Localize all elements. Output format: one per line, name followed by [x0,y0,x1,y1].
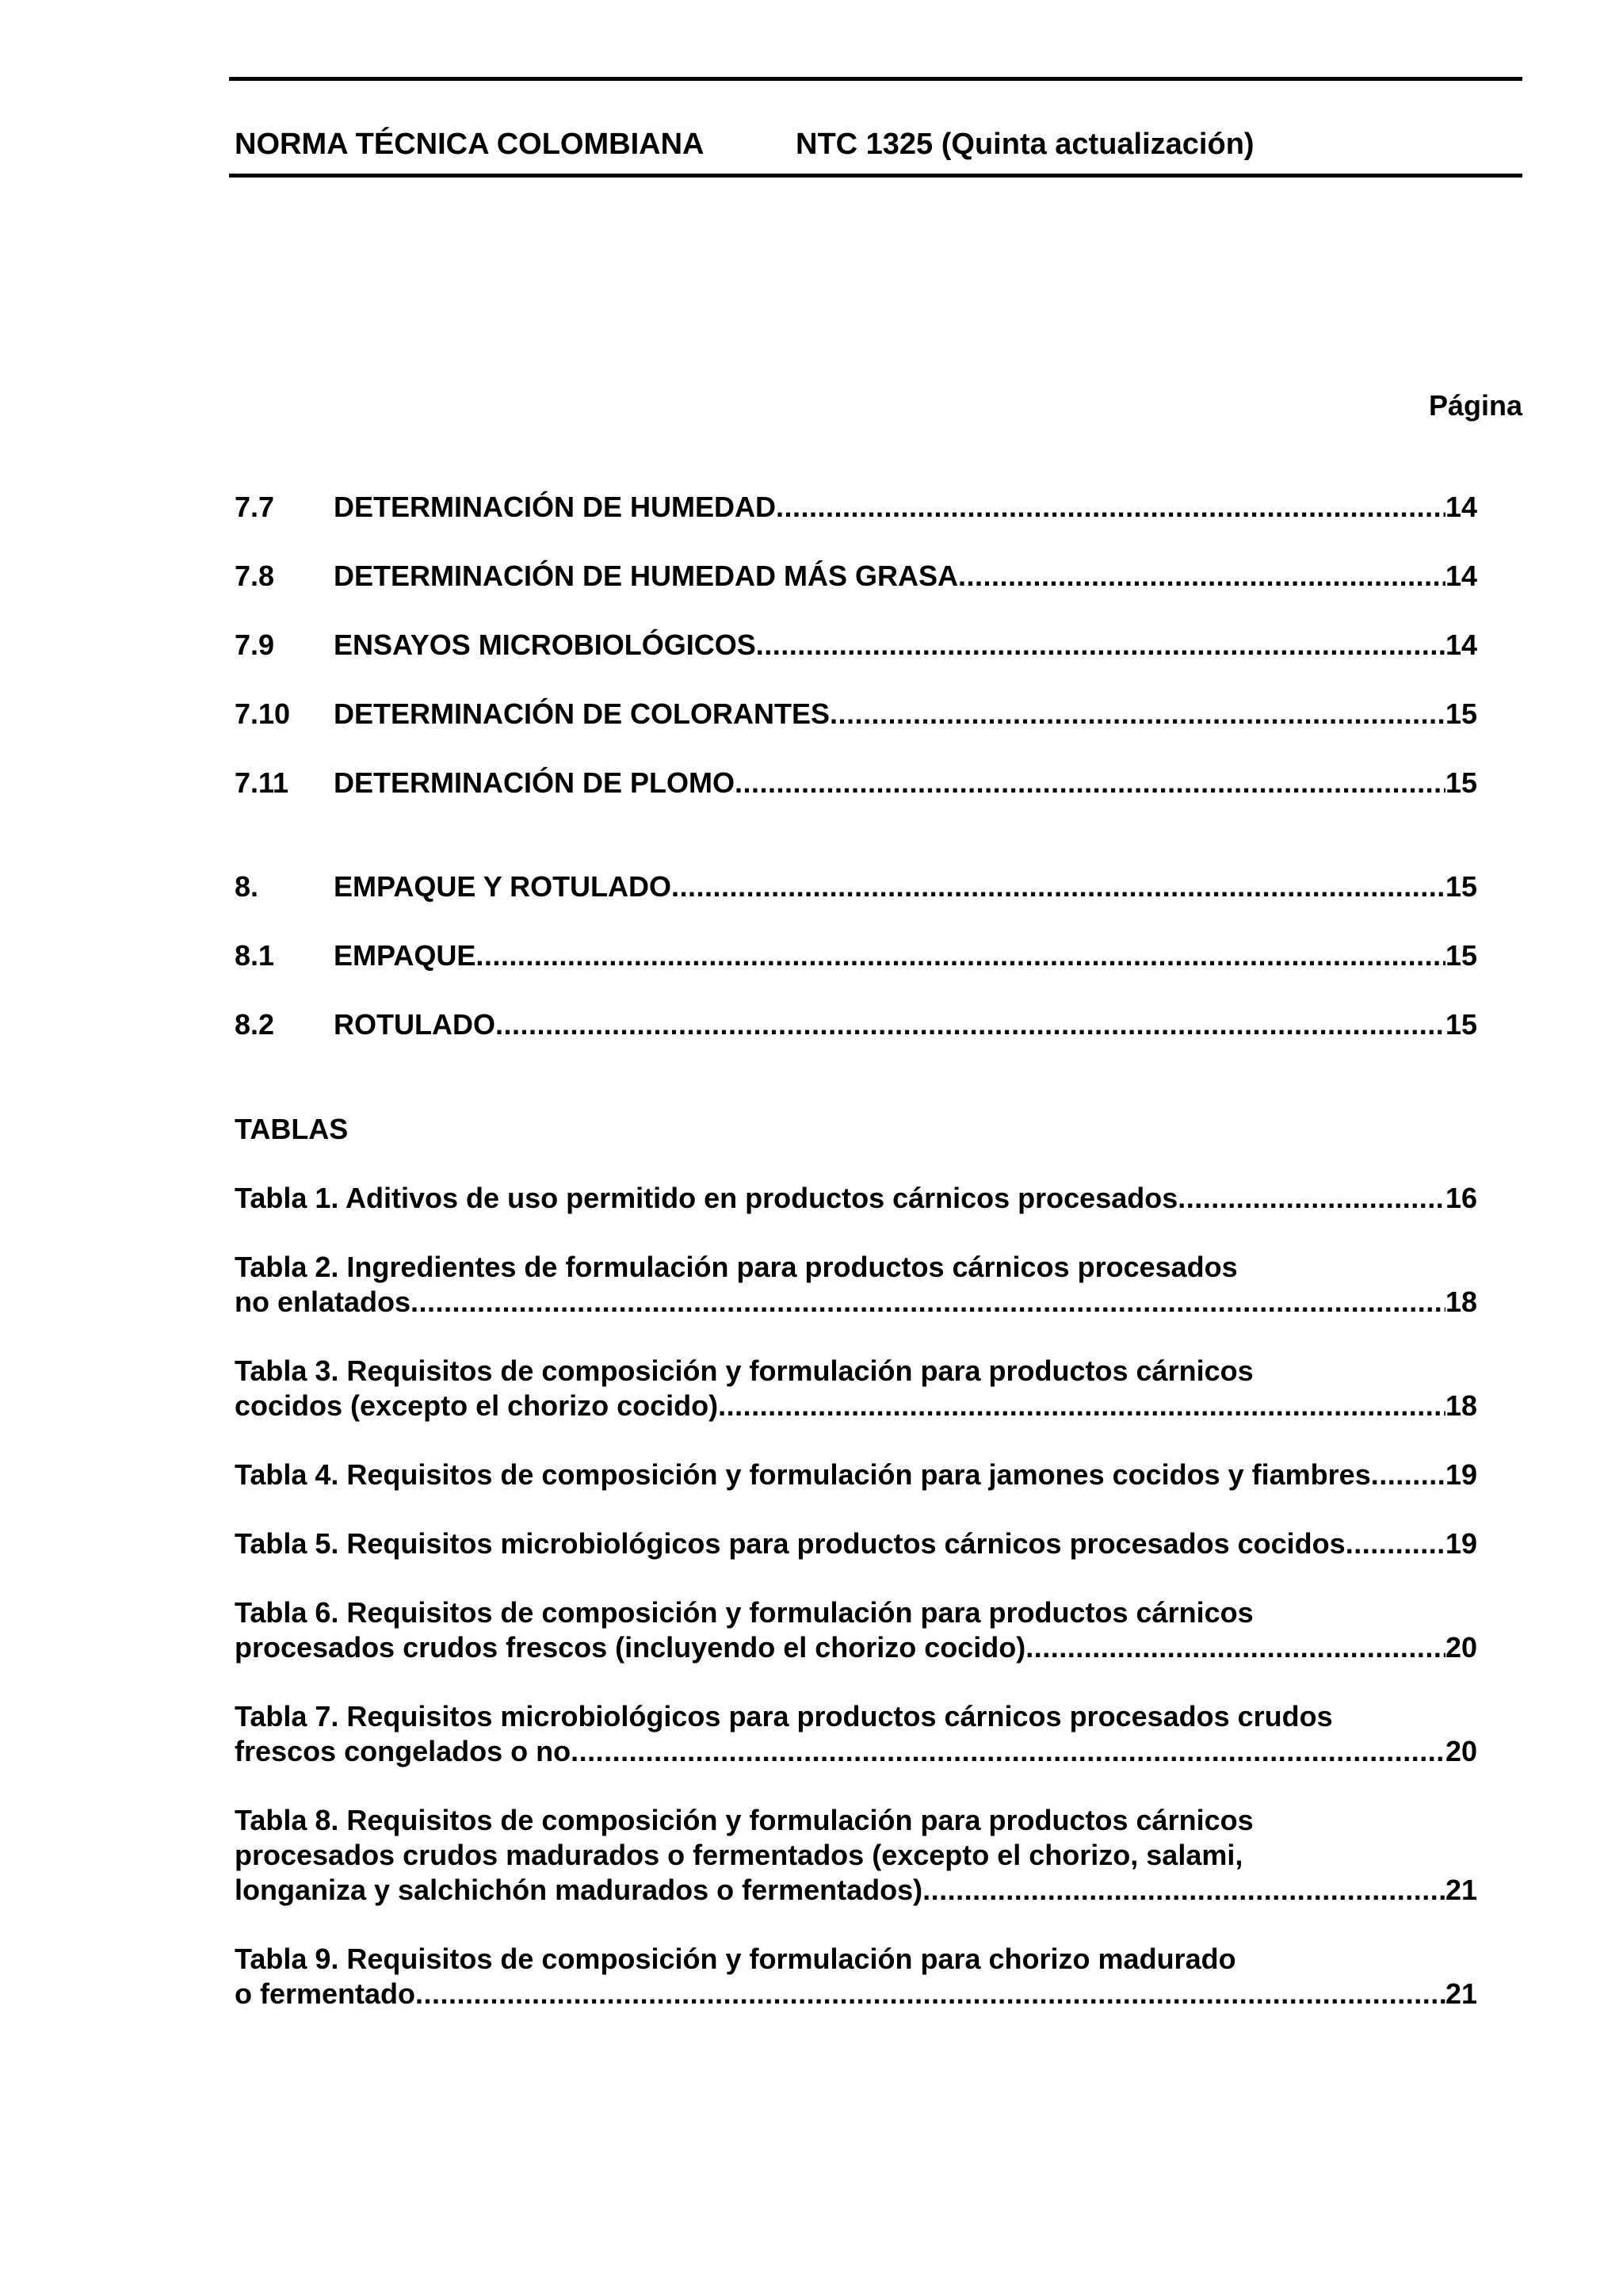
toc-table-title-cont: frescos congelados o no [235,1735,571,1767]
dot-leader [495,1007,1445,1042]
toc-entry-7-10[interactable] [235,697,1477,732]
header-standard: NTC 1325 (Quinta actualización) [796,128,1254,161]
toc-entry-8[interactable] [235,869,1477,904]
toc-table-9[interactable] [235,1942,1477,2011]
header-organization: NORMA TÉCNICA COLOMBIANA [235,128,705,161]
toc-table-title: Tabla 9. Requisitos de composición y formulación para chorizo madurado [235,1943,1236,1975]
toc-table-page: 16 [1445,1182,1477,1214]
toc-table-last-line [235,1526,1477,1561]
toc-entry-page: 15 [1445,766,1477,799]
toc-entry-number: 7.9 [235,628,275,661]
toc-table-last-line [235,1630,1477,1665]
toc-table-last-line [235,1389,1477,1423]
dot-leader [671,869,1445,904]
toc-table-8[interactable] [235,1803,1477,1908]
toc-table-3[interactable] [235,1354,1477,1423]
toc-table-5[interactable] [235,1526,1477,1561]
toc-entry-number: 8.2 [235,1008,275,1041]
toc-table-title: Tabla 5. Requisitos microbiológicos para productos cárnicos procesados cocidos [235,1527,1346,1560]
toc-entry-number: 8. [235,870,259,903]
toc-table-page: 21 [1445,1977,1477,2010]
page-column-label: Página [1428,389,1522,422]
toc-table-title: Tabla 8. Requisitos de composición y formulación para productos cárnicos [235,1804,1254,1836]
toc-entry-title: EMPAQUE [334,939,476,972]
dot-leader [1371,1457,1445,1492]
toc-table-6[interactable] [235,1595,1477,1665]
toc-table-page: 19 [1445,1527,1477,1560]
toc-table-1[interactable] [235,1181,1477,1216]
dot-leader [756,628,1445,663]
header-top-rule [229,77,1522,81]
toc-entry-page: 15 [1445,1008,1477,1041]
toc-table-last-line [235,1457,1477,1492]
toc-table-title: Tabla 3. Requisitos de composición y formulación para productos cárnicos [235,1354,1254,1387]
toc-table-page: 21 [1445,1874,1477,1906]
toc-table-page: 20 [1445,1735,1477,1767]
toc-table-last-line [235,1285,1477,1320]
tables-heading: TABLAS [235,1113,349,1145]
toc-entry-title: DETERMINACIÓN DE PLOMO [334,766,735,799]
toc-table-last-line [235,1181,1477,1216]
toc-entry-number: 7.7 [235,491,275,523]
toc-table-title-cont: procesados crudos madurados o fermentados (excepto el chorizo, salami, [235,1839,1243,1871]
toc-entry-page: 15 [1445,939,1477,972]
toc-table-title: Tabla 7. Requisitos microbiológicos para productos cárnicos procesados crudos [235,1700,1333,1733]
toc-table-last-line [235,1873,1477,1908]
toc-table-page: 18 [1445,1286,1477,1318]
header-bottom-rule [229,174,1522,178]
toc-table-last-line [235,1977,1477,2011]
toc-entry-page: 15 [1445,870,1477,903]
toc-table-title-cont: cocidos (excepto el chorizo cocido) [235,1389,719,1422]
dot-leader [718,1389,1445,1423]
toc-entry-title: EMPAQUE Y ROTULADO [334,870,672,903]
toc-table-page: 18 [1445,1389,1477,1422]
toc-table-7[interactable] [235,1699,1477,1769]
toc-entry-title: ROTULADO [334,1008,495,1041]
toc-entry-number: 8.1 [235,939,275,972]
toc-table-page: 20 [1445,1631,1477,1664]
dot-leader [411,1285,1445,1320]
toc-entry-page: 15 [1445,697,1477,730]
toc-table-2[interactable] [235,1250,1477,1320]
dot-leader [776,490,1445,525]
dot-leader [571,1734,1445,1769]
dot-leader [415,1977,1445,2011]
toc-table-title-cont: o fermentado [235,1977,416,2010]
toc-entry-8-1[interactable] [235,938,1477,973]
toc-entry-number: 7.11 [235,766,289,799]
toc-entry-page: 14 [1445,628,1477,661]
toc-table-last-line [235,1734,1477,1769]
dot-leader [922,1873,1445,1908]
toc-entry-8-2[interactable] [235,1007,1477,1042]
toc-table-title: Tabla 1. Aditivos de uso permitido en productos cárnicos procesados [235,1182,1178,1214]
toc-entry-title: DETERMINACIÓN DE HUMEDAD [334,491,776,523]
toc-entry-7-11[interactable] [235,766,1477,800]
dot-leader [735,766,1445,800]
toc-table-title-cont: procesados crudos frescos (incluyendo el chorizo cocido) [235,1631,1026,1664]
toc-entry-number: 7.10 [235,697,291,730]
toc-table-title: Tabla 6. Requisitos de composición y formulación para productos cárnicos [235,1596,1254,1629]
dot-leader [958,559,1445,594]
running-header [235,127,1518,162]
dot-leader [1346,1526,1445,1561]
toc-table-4[interactable] [235,1457,1477,1492]
toc-entry-page: 14 [1445,560,1477,592]
toc-table-page: 19 [1445,1458,1477,1491]
toc-entry-page: 14 [1445,491,1477,523]
toc-entry-title: DETERMINACIÓN DE COLORANTES [334,697,831,730]
dot-leader [1025,1630,1445,1665]
toc-table-title-cont: no enlatados [235,1286,411,1318]
toc-entry-7-8[interactable] [235,559,1477,594]
toc-entry-7-9[interactable] [235,628,1477,663]
toc-table-title-cont: longaniza y salchichón madurados o fermentados) [235,1874,923,1906]
toc-table-title: Tabla 4. Requisitos de composición y formulación para jamones cocidos y fiambres [235,1458,1371,1491]
toc-entry-title: DETERMINACIÓN DE HUMEDAD MÁS GRASA [334,560,959,592]
toc-entry-title: ENSAYOS MICROBIOLÓGICOS [334,628,756,661]
dot-leader [1178,1181,1445,1216]
dot-leader [830,697,1445,732]
toc-table-title: Tabla 2. Ingredientes de formulación para productos cárnicos procesados [235,1251,1238,1283]
toc-entry-number: 7.8 [235,560,275,592]
dot-leader [475,938,1445,973]
toc-entry-7-7[interactable] [235,490,1477,525]
